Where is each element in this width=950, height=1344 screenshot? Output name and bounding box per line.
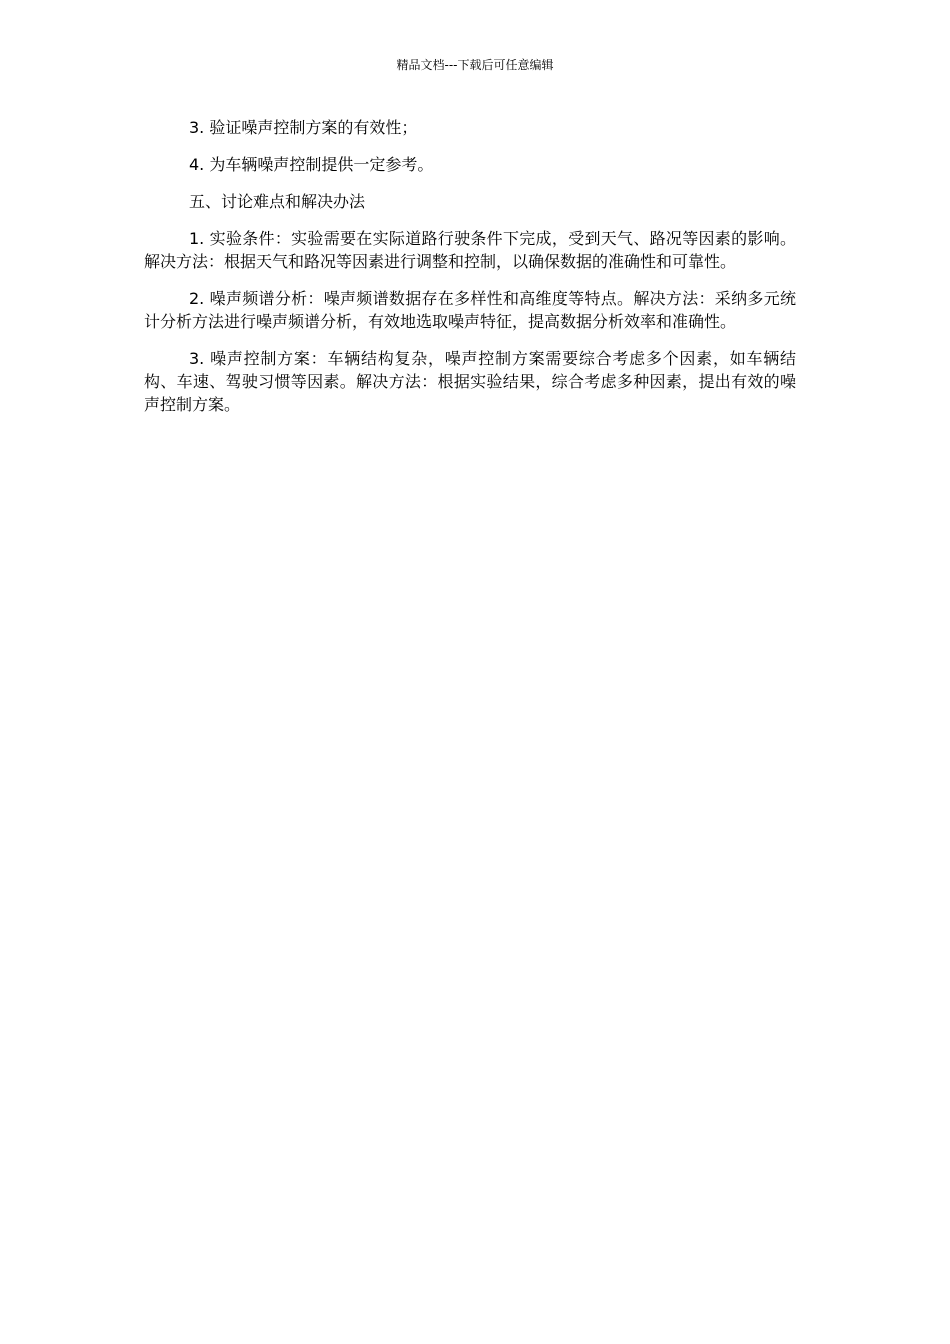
objective-item-4: 4. 为车辆噪声控制提供一定参考。 xyxy=(189,155,434,174)
difficulty-item-3: 3. 噪声控制方案：车辆结构复杂，噪声控制方案需要综合考虑多个因素，如车辆结构、车速、驾驶习惯等因素。解决方法：根据实验结果，综合考虑多种因素，提出有效的噪声控制方案。 xyxy=(144,349,796,414)
page-header: 精品文档---下载后可任意编辑 xyxy=(396,58,554,72)
objective-item-3: 3. 验证噪声控制方案的有效性； xyxy=(189,118,418,137)
document-body xyxy=(144,116,796,430)
difficulty-item-2: 2. 噪声频谱分析：噪声频谱数据存在多样性和高维度等特点。解决方法：采纳多元统计分析方法进行噪声频谱分析，有效地选取噪声特征，提高数据分析效率和准确性。 xyxy=(144,289,796,331)
section-heading-difficulties: 五、讨论难点和解决办法 xyxy=(189,192,366,211)
difficulty-item-1: 1. 实验条件：实验需要在实际道路行驶条件下完成，受到天气、路况等因素的影响。解决方法：根据天气和路况等因素进行调整和控制，以确保数据的准确性和可靠性。 xyxy=(144,229,796,271)
